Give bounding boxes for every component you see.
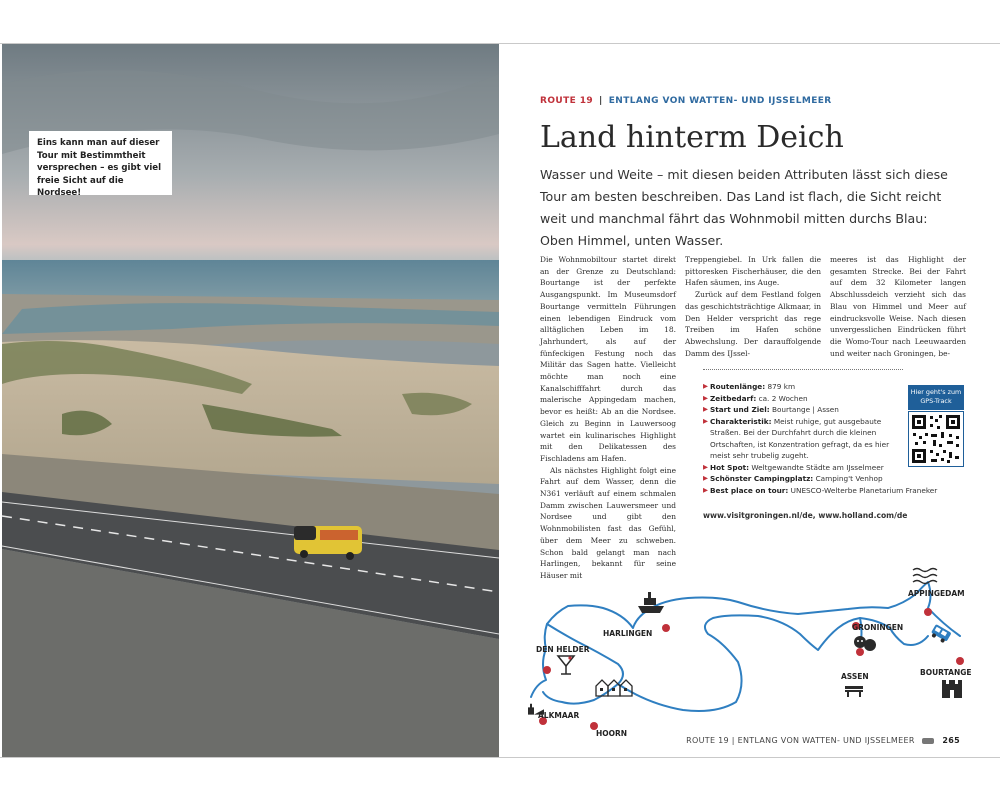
label-bourtange: BOURTANGE: [920, 668, 972, 677]
fact-item: ▶ Routenlänge: 879 km: [703, 382, 796, 391]
footer-van-icon: [922, 738, 934, 744]
gps-qr-code[interactable]: [908, 411, 964, 467]
route-kicker: [540, 96, 832, 106]
route-subtitle: ENTLANG VON WATTEN- UND IJSSELMEER: [608, 96, 832, 106]
label-assen: ASSEN: [841, 672, 869, 681]
castle-icon: [942, 680, 962, 698]
label-groningen: GRONINGEN: [852, 623, 904, 632]
label-den-helder: DEN HELDER: [536, 645, 590, 654]
photo-caption: Eins kann man auf dieser Tour mit Bestimmtheit versprechen – es gibt viel freie Sicht auf die Nordsee!: [29, 131, 172, 195]
right-page: [500, 44, 1000, 757]
stop-marker-appingedam: [924, 608, 932, 616]
fact-item: ▶ Hot Spot: Weltgewandte Städte am IJsselmeer: [703, 462, 884, 472]
label-alkmaar: ALKMAAR: [538, 711, 580, 720]
stop-marker-assen: [856, 648, 864, 656]
coastal-road-photo: [2, 44, 499, 757]
bullet-triangle-icon: ▶: [703, 485, 708, 494]
waves-icon: [913, 569, 937, 572]
label-hoorn: HOORN: [596, 729, 628, 738]
text-column-2: [685, 254, 821, 359]
waves-icon: [913, 581, 937, 584]
body-paragraph: Die Wohnmobiltour startet direkt an der Grenze zu Deutschland: Bourtange ist der perfekte Ausgangspunkt. Im Museumsdorf Bourtange vermitteln Führungen einen lebendigen Eindruck vom alltäglichen Leben im 18. Jahrhundert, als auf der fünfeckigen Festung noch das Militär das Sagen hatte. Vielleicht möchte man noch eine Kanalschifffahrt durch das malerische Appingedam machen, bevor es heißt: Ab an die Nordsee. Gleich zu Beginn in Lauwersoog wartet ein kulinarisches Highlight mit den Delikatessen des Fischladens am Hafen.: [540, 255, 676, 463]
bullet-triangle-icon: ▶: [703, 405, 708, 413]
cocktail-icon: [558, 656, 574, 674]
magazine-spread: [0, 43, 1000, 758]
waves-icon: [913, 575, 937, 578]
body-paragraph: Treppengiebel. In Urk fallen die pittoresken Fischerhäuser, die den Hafen säumen, ins Auge.: [685, 255, 821, 288]
gps-track-label: Hier geht's zum GPS-Track: [908, 385, 964, 410]
place-labels: [536, 589, 972, 738]
info-divider: [703, 369, 903, 370]
lead-paragraph: Wasser und Weite – mit diesen beiden Attributen lässt sich diese Tour am besten beschreiben. Das Land ist flach, die Sicht reicht weit und manchmal fährt das Wohnmobil mitten durchs Blau: Oben Himmel, unten Wasser.: [540, 167, 948, 248]
fact-item: ▶ Charakteristik: Meist ruhige, gut ausgebaute Straßen. Bei der Durchfahrt durch die kleinen Ortschaften, ist Konzentration gefragt, da es hier meist sehr trubelig zugeht.: [703, 416, 890, 460]
body-paragraph: meeres ist das Highlight der gesamten Strecke. Bei der Fahrt auf dem 32 Kilometer langen Abschlussdeich verzieht sich das Blau von Himmel und Meer auf eindrucksvolle Weise. Nach diesen unvergesslichen Eindrücken führt die Womo-Tour nach Leeuwaarden und weiter nach Groningen, be-: [830, 255, 966, 358]
route-number: ROUTE 19: [540, 96, 594, 106]
bullet-triangle-icon: ▶: [703, 474, 708, 482]
web-links: www.visitgroningen.nl/de, www.holland.com/de: [703, 511, 908, 520]
stop-marker-den-helder: [543, 666, 551, 674]
page-number: 265: [942, 736, 960, 745]
bullet-triangle-icon: ▶: [703, 393, 708, 402]
fact-item: ▶ Best place on tour: UNESCO-Welterbe Planetarium Franeker: [703, 485, 938, 495]
ship-icon: [638, 592, 664, 613]
label-appingedam: APPINGEDAM: [908, 589, 965, 598]
text-column-3: [830, 254, 966, 359]
map-icons: [528, 569, 962, 715]
qr-code-icon: [909, 412, 963, 466]
body-paragraph: Als nächstes Highlight folgt eine Fahrt auf dem Wasser, denn die N361 verläuft auf einem schmalen Damm zwischen Lauwersmeer und Nordsee und gibt den Wohnmobilisten fast das Gefühl, über dem Meer zu schweben. Schon bald gelangt man nach Harlingen, bekannt für seine Häuser mit: [540, 465, 676, 580]
theater-masks-icon: [854, 636, 876, 651]
fact-item: ▶ Zeitbedarf: ca. 2 Wochen: [703, 393, 808, 403]
stop-marker-bourtange: [956, 657, 964, 665]
houses-icon: [596, 680, 632, 696]
fact-item: ▶ Schönster Campingplatz: Camping't Venhop: [703, 474, 883, 483]
route-map: [518, 524, 978, 738]
kicker-separator: |: [599, 96, 603, 106]
bullet-triangle-icon: ▶: [703, 462, 708, 471]
page-footer: [686, 736, 960, 745]
route-lines: [531, 582, 960, 711]
footer-separator: |: [731, 736, 735, 745]
bench-icon: [845, 686, 863, 697]
bullet-triangle-icon: ▶: [703, 382, 708, 390]
footer-route: ROUTE 19: [686, 736, 729, 745]
body-paragraph: Zurück auf dem Festland folgen das geschichtsträchtige Alkmaar, in Den Helder verspricht das rege Treiben im Hafen schöne Abwechslung. Der darauffolgende Damm des IJssel-: [685, 290, 821, 358]
page-title: Land hinterm Deich: [540, 120, 844, 155]
stop-marker-harlingen: [662, 624, 670, 632]
bullet-triangle-icon: ▶: [703, 416, 708, 425]
fact-item: ▶ Start und Ziel: Bourtange | Assen: [703, 405, 839, 414]
label-harlingen: HARLINGEN: [603, 629, 653, 638]
footer-subtitle: ENTLANG VON WATTEN- UND IJSSELMEER: [737, 736, 915, 745]
